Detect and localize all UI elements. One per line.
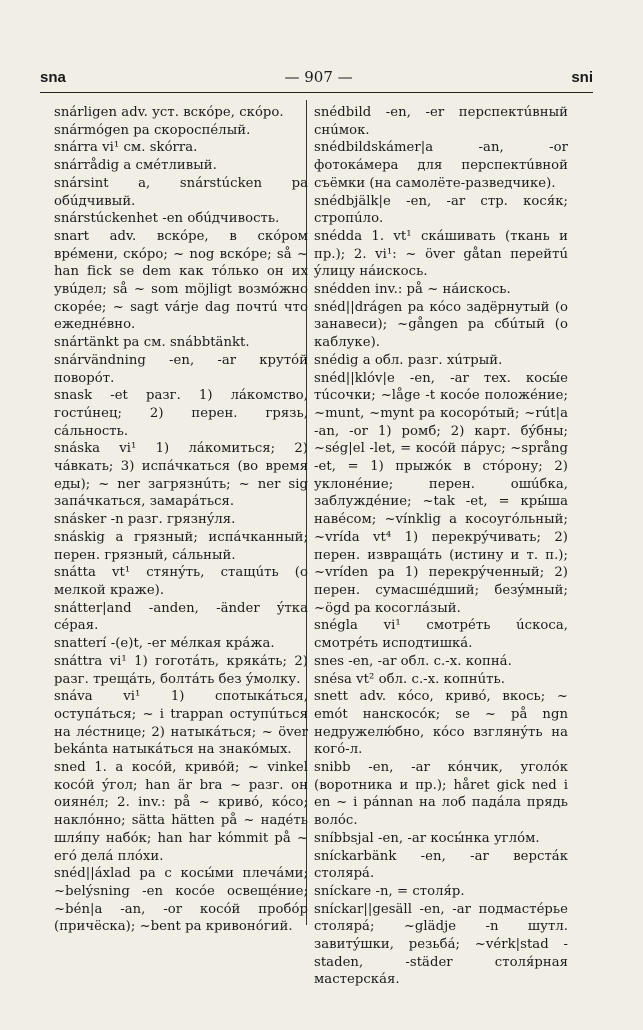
- dictionary-entry: snáska vi¹ 1) лáкомиться; 2) чáвкать; 3) испáчкаться (во время еды); ~ ner загрязнúть; ~ ner sig запáчкаться, замарáться.: [54, 441, 308, 510]
- dictionary-entry: sníbbsjal -en, -ar косы́нка углóм.: [314, 830, 540, 846]
- dictionary-entry: snárstúckenhet -en обúдчивость.: [54, 211, 280, 227]
- dictionary-entry: snárligen adv. уст. вскóре, скóро.: [54, 105, 284, 120]
- header-rule: [40, 92, 593, 93]
- dictionary-entry: snett adv. кóсо, кривó, вкось; ~ emót нанскосóк; se ~ på ngn недружелю́бно, кóсо взглянýть на когó-л.: [314, 689, 568, 758]
- dictionary-entry: snégla vi¹ смотрéть úскоса, смотрéть исподтишкá.: [314, 618, 568, 652]
- dictionary-entry: snédbild -en, -er перспектúвный снúмок.: [314, 105, 568, 138]
- dictionary-entry: sníckar||gesäll -en, -ar подмастéрье столярá; ~glädje -n шутл. завитýшки, резьбá; ~vérk|stad -staden, -städer столя́рная мастерскáя.: [314, 901, 568, 988]
- dictionary-entry: snédig a обл. разг. хúтрый.: [314, 352, 503, 368]
- page-number: — 907 —: [284, 68, 353, 86]
- dictionary-entry: snésa vt² обл. с.-х. копнúть.: [314, 671, 505, 687]
- left-column: [54, 104, 308, 936]
- dictionary-entry: sníckarbänk -en, -ar верстáк столярá.: [314, 848, 568, 882]
- right-running-headword: sni: [571, 69, 593, 86]
- dictionary-entry: snáva vi¹ 1) спотыкáться, оступáться; ~ i trappan оступúться на лéстнице; 2) натыкáться; ~ över bekánta натыкáться на знакóмых.: [54, 689, 308, 758]
- dictionary-entry: snátter|and -anden, -änder ýтка сéрая.: [54, 600, 308, 634]
- dictionary-entry: snéd||klóv|e -en, -ar тех. косы́е тúсочки; ~låge -t косóе положéние; ~munt, ~mynt pa косорóтый; ~rút|a -an, -or 1) ромб; 2) карт. бýбны; ~ség|el -let, = косóй пáрус; ~språng -et, = 1) прыжóк в стóрону; 2) уклонéние; перен. ошúбка, заблуждéние; ~tak -et, = кры́ша навéсом; ~vínklig a косоугóльный; ~vrída vt⁴ 1) перекрýчивать; 2) перен. извращáть (истину и т. п.); ~vríden pa 1) перекрýченный; 2) перен. сумасшéдший; безýмный; ~ögd pa косоглáзый.: [314, 370, 568, 616]
- dictionary-entry: snatterí -(e)t, -er мéлкая крáжа.: [54, 636, 275, 652]
- dictionary-entry: snéd||drágen pa кóсо задёрнутый (о занавеси); ~gången pa сбúтый (о каблуке).: [314, 299, 568, 351]
- dictionary-entry: snárra vi¹ см. skórra.: [54, 140, 198, 156]
- dictionary-entry: sned 1. a косóй, кривóй; ~ vinkel косóй ýгол; han är bra ~ разг. он оиянéл; 2. inv.: på ~ кривó, кóсо; наклóнно; sätta hätten på ~ надéть шля́пу набóк; han har kómmit på ~ егó делá плóхи.: [54, 760, 308, 864]
- dictionary-entry: snédbildskámer|a -an, -or фотокáмера для перспектúвной съёмки (на самолёте-разведчике).: [314, 140, 568, 191]
- dictionary-entry: snársint a, snárstúcken pa обúдчивый.: [54, 175, 308, 209]
- dictionary-entry: snes -en, -ar обл. с.-х. копнá.: [314, 653, 512, 669]
- dictionary-entry: snéd||áxlad pa с косы́ми плечáми; ~belýsning -en косóе освещéние; ~bén|a -an, -or косóй пробóр (причёска); ~bent pa кривонóгий.: [54, 866, 308, 935]
- left-running-headword: sna: [40, 69, 66, 86]
- right-column: [314, 104, 568, 989]
- dictionary-entry: snárvändning -en, -ar крутóй поворóт.: [54, 352, 308, 386]
- dictionary-entry: snart adv. вскóре, в скóром врéмени, скóро; ~ nog вскóре; så ~ han fick se dem как тóлько он их увúдел; så ~ som möjligt возмóжно скорéе; ~ sagt várje dag почтú что ежеднéвно.: [54, 228, 308, 333]
- dictionary-entry: snáskig a грязный; испáчканный; перен. грязный, сáльный.: [54, 529, 308, 563]
- dictionary-entry: snédbjälk|e -en, -ar стр. кося́к; стропúло.: [314, 193, 568, 227]
- dictionary-entry: snártänkt pa см. snábbtänkt.: [54, 335, 250, 351]
- page-header: [40, 68, 593, 90]
- dictionary-entry: snásker -n разг. грязнýля.: [54, 512, 236, 528]
- dictionary-entry: snédden inv.: på ~ нáискось.: [314, 282, 511, 298]
- dictionary-entry: snátta vt¹ стянýть, стащúть (о мелкой краже).: [54, 565, 308, 598]
- dictionary-entry: snibb -en, -ar кóнчик, уголóк (воротника и пр.); håret gick ned i en ~ i pánnan на лоб падáла прядь волóс.: [314, 760, 568, 829]
- dictionary-entry: snármógen pa скороспéлый.: [54, 122, 251, 138]
- dictionary-entry: snáttra vi¹ 1) гоготáть, крякáть; 2) разг. трещáть, болтáть без ýмолку.: [54, 653, 308, 687]
- dictionary-entry: snárrådig a смéтливый.: [54, 158, 217, 174]
- dictionary-entry: snédda 1. vt¹ скáшивать (ткань и пр.); 2. vi¹: ~ över gåtan перейтú ýлицу нáискось.: [314, 228, 568, 280]
- dictionary-entry: sníckare -n, = столя́р.: [314, 883, 465, 899]
- dictionary-entry: snask -et разг. 1) лáкомство, гостúнец; 2) перен. грязь, сáльность.: [54, 388, 308, 439]
